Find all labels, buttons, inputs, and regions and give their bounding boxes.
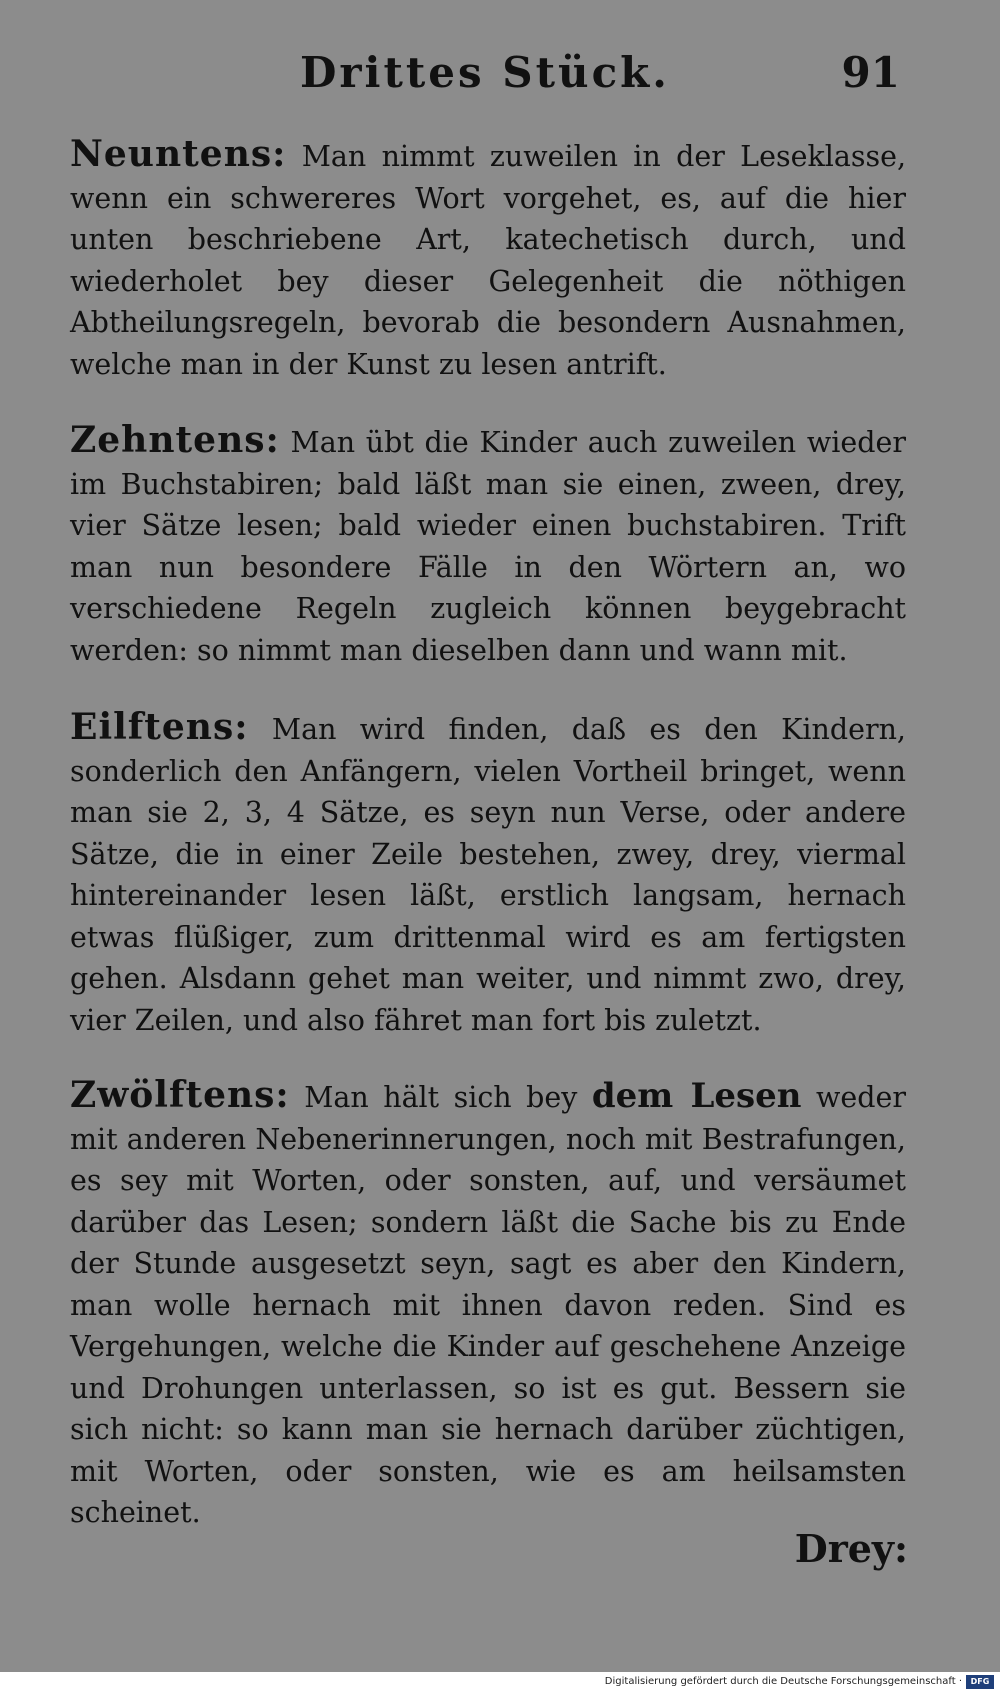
- paragraph-eilftens: [70, 707, 906, 1041]
- digitization-footer: [0, 1672, 1000, 1694]
- running-title: Drittes Stück.: [300, 48, 670, 97]
- running-header: [300, 48, 920, 108]
- emphasized-phrase: dem Lesen: [591, 1076, 802, 1116]
- page-number: 91: [841, 48, 900, 97]
- paragraph-zehntens: [70, 420, 906, 671]
- paragraph-lead: Zehntens:: [70, 419, 280, 461]
- paragraph-lead: Zwölftens:: [70, 1074, 290, 1116]
- dfg-logo: DFG: [966, 1675, 994, 1689]
- paragraph-text: weder mit anderen Nebenerinnerungen, noch mit Bestrafungen, es sey mit Worten, oder sonsten, auf, und versäumet darüber das Lesen; sondern läßt die Sache bis zu Ende der Stunde ausgesetzt seyn, sagt es aber den Kindern, man wolle hernach mit ihnen davon reden. Sind es Vergehungen, welche die Kinder auf geschehene Anzeige und Drohungen unterlassen, so ist es gut. Bessern sie sich nicht: so kann man sie hernach darüber züchtigen, mit Worten, oder sonsten, wie es am heilsamsten scheinet.: [70, 1081, 906, 1529]
- paragraph-text: Man nimmt zuweilen in der Leseklasse, wenn ein schwereres Wort vorgehet, es, auf die hier unten beschriebene Art, katechetisch durch, und wiederholet bey dieser Gelegenheit die nöthigen Abtheilungsregeln, bevorab die besondern Ausnahmen, welche man in der Kunst zu lesen antrift.: [70, 140, 906, 381]
- paragraph-lead: Neuntens:: [70, 133, 287, 175]
- paragraph-lead: Eilftens:: [70, 706, 249, 748]
- paragraph-text: Man hält sich bey: [289, 1081, 592, 1114]
- paragraph-text: Man wird finden, daß es den Kindern, sonderlich den Anfängern, vielen Vortheil bringet, wenn man sie 2, 3, 4 Sätze, es seyn nun Verse, oder andere Sätze, die in einer Zeile bestehen, zwey, drey, viermal hintereinander lesen läßt, erstlich langsam, hernach etwas flüßiger, zum drittenmal wird es am fertigsten gehen. Alsdann gehet man weiter, und nimmt zwo, drey, vier Zeilen, und also fähret man fort bis zuletzt.: [70, 713, 906, 1037]
- funding-credit: Digitalisierung gefördert durch die Deutsche Forschungsgemeinschaft ·: [604, 1676, 962, 1687]
- paragraph-neuntens: [70, 134, 906, 385]
- catchword: Drey:: [794, 1526, 908, 1571]
- paragraph-text: Man übt die Kinder auch zuweilen wieder im Buchstabiren; bald läßt man sie einen, zween, drey, vier Sätze lesen; bald wieder einen buchstabiren. Trift man nun besondere Fälle in den Wörtern an, wo verschiedene Regeln zugleich können beygebracht werden: so nimmt man dieselben dann und wann mit.: [70, 426, 906, 667]
- paragraph-zwoelftens: [70, 1075, 906, 1534]
